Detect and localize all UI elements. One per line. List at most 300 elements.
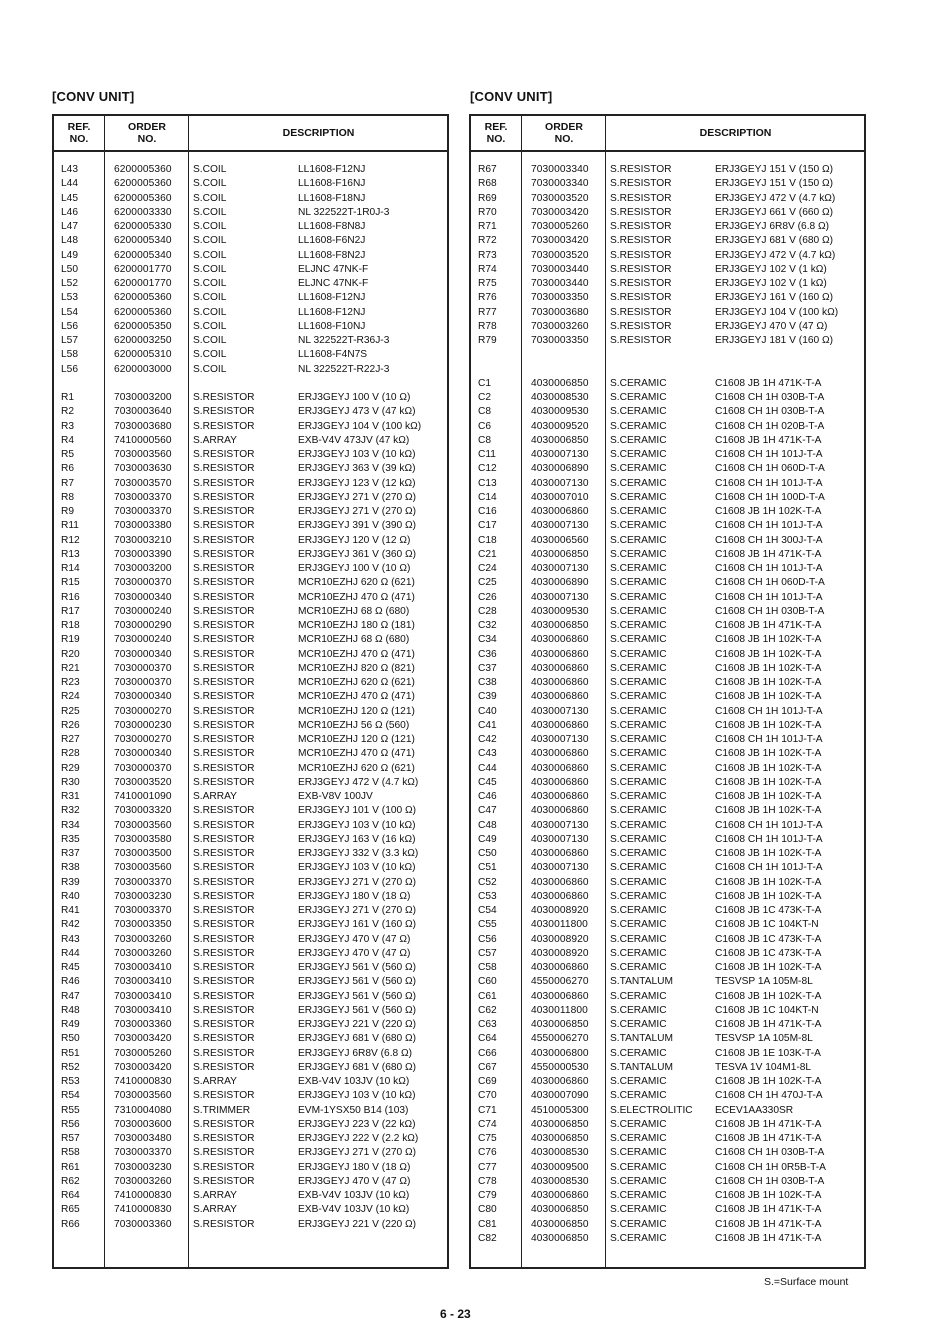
table-row [54,804,447,818]
table-row [54,291,447,305]
ref-no-cell: C28 [478,605,497,617]
part-number-cell: ERJ3GEYJ 103 V (10 kΩ) [298,819,416,831]
description-header: DESCRIPTION [282,127,355,139]
order-no-cell: 4030008530 [531,392,589,403]
part-number-cell: C1608 JB 1H 102K-T-A [715,677,822,688]
table-row [471,1132,864,1146]
order-no-cell: 7030003260 [531,320,589,332]
part-type-cell: S.RESISTOR [193,577,255,589]
table-row [471,1189,864,1203]
order-no-cell: 7030003410 [114,976,172,988]
part-number-cell: ERJ3GEYJ 151 V (150 Ω) [715,164,834,175]
order-no-cell: 7030000290 [114,620,172,631]
part-number-cell: TESVA 1V 104M1-8L [715,1061,812,1073]
part-number-cell: MCR10EZHJ 180 Ω (181) [298,620,415,631]
ref-no-cell: L53 [61,292,78,304]
table-row [54,334,447,348]
table-row [471,733,864,747]
table-row [471,405,864,419]
ref-no-cell: C70 [478,1090,497,1102]
part-type-cell: S.RESISTOR [193,463,255,475]
table-row [54,548,447,562]
ref-no-cell: L45 [61,192,78,204]
part-number-cell: ERJ3GEYJ 100 V (10 Ω) [298,392,411,403]
table-row [471,192,864,206]
order-no-cell: 4030007130 [531,520,589,532]
part-number-cell: C1608 JB 1H 102K-T-A [715,662,822,674]
order-no-cell: 7030003380 [114,520,172,532]
order-no-cell: 4030006850 [531,620,589,631]
order-no-cell: 6200001770 [114,263,172,275]
table-row [471,277,864,291]
table-row [471,1175,864,1189]
order-no-cell: 7030003520 [114,776,172,788]
part-number-cell: C1608 CH 1H 060D-T-A [715,577,825,589]
order-no-cell: 7030003370 [114,876,172,888]
table-row [471,975,864,989]
order-no-cell: 4030006850 [531,1232,589,1244]
ref-no-cell: R19 [61,634,80,646]
header-text: NO. [486,133,506,145]
ref-no-cell: C53 [478,890,497,902]
part-number-cell: ERJ3GEYJ 6R8V (6.8 Ω) [715,221,830,232]
table-row [471,1047,864,1061]
table-row [471,477,864,491]
table-row [471,861,864,875]
table-row [471,619,864,633]
part-type-cell: S.CERAMIC [610,748,667,760]
table-row [54,990,447,1004]
part-type-cell: S.COIL [193,178,227,190]
table-row [54,1189,447,1203]
ref-no-cell: R47 [61,990,80,1002]
part-number-cell: LL1608-F16NJ [298,178,366,190]
part-type-cell: S.CERAMIC [610,919,667,931]
part-number-cell: LL1608-F4N7S [298,349,368,361]
part-number-cell: ERJ3GEYJ 271 V (270 Ω) [298,491,417,503]
part-type-cell: S.CERAMIC [610,406,667,418]
ref-no-cell: R55 [61,1104,80,1116]
order-no-cell: 7410001090 [114,791,172,802]
part-number-cell: C1608 JB 1H 102K-T-A [715,1076,822,1087]
ref-no-cell: R41 [61,905,80,916]
part-number-cell: EXB-V4V 473JV (47 kΩ) [298,434,410,446]
part-type-cell: S.CERAMIC [610,563,667,574]
table-row [54,519,447,533]
table-row [54,377,447,391]
order-no-cell: 6200003000 [114,363,172,375]
ref-no-cell: C71 [478,1104,497,1116]
part-type-cell: S.RESISTOR [193,848,255,859]
part-type-cell: S.RESISTOR [193,919,255,931]
order-no-cell: 7030003340 [531,164,589,175]
part-number-cell: C1608 CH 1H 101J-T-A [715,591,823,603]
order-no-cell: 7410000560 [114,434,172,446]
description-header: DESCRIPTION [699,127,772,139]
table-body [471,163,864,1246]
table-row [471,933,864,947]
part-type-cell: S.RESISTOR [193,1147,255,1159]
ref-no-cell: C8 [478,406,492,418]
ref-no-cell: L43 [61,164,78,175]
part-type-cell: S.ELECTROLITIC [610,1104,693,1116]
part-number-cell: ERJ3GEYJ 472 V (4.7 kΩ) [715,249,836,261]
part-type-cell: S.RESISTOR [610,206,672,218]
ref-no-cell: R74 [478,263,497,275]
order-no-cell: 7030000240 [114,605,172,617]
part-type-cell: S.RESISTOR [193,705,255,717]
order-no-cell: 7030000340 [114,648,172,660]
part-type-cell: S.COIL [193,320,227,332]
table-row [471,391,864,405]
part-number-cell: ERJ3GEYJ 100 V (10 Ω) [298,563,411,574]
part-type-cell: S.CERAMIC [610,791,667,802]
ref-no-header [54,116,104,150]
table-row [54,1089,447,1103]
ref-no-cell: R9 [61,506,75,517]
ref-no-cell: C47 [478,805,497,817]
order-no-cell: 7030003340 [531,178,589,190]
part-type-cell: S.CERAMIC [610,1232,667,1244]
table-row [54,1004,447,1018]
table-row [54,363,447,377]
part-number-cell: ERJ3GEYJ 103 V (10 kΩ) [298,862,416,874]
table-row [54,576,447,590]
ref-no-cell: L56 [61,320,78,332]
order-no-cell: 7030000370 [114,662,172,674]
part-number-cell: C1608 JB 1C 473K-T-A [715,933,822,945]
ref-no-cell: R42 [61,919,80,931]
header-text: NO. [137,133,157,145]
part-type-cell: S.CERAMIC [610,677,667,688]
order-no-cell: 7030003560 [114,862,172,874]
order-no-cell: 6200005360 [114,306,172,318]
order-no-cell: 7030003520 [531,192,589,204]
part-type-cell: S.CERAMIC [610,1175,667,1187]
table-row [54,306,447,320]
part-number-cell: ERJ3GEYJ 473 V (47 kΩ) [298,406,416,418]
order-no-cell: 4030007130 [531,833,589,845]
part-type-cell: S.RESISTOR [193,947,255,959]
part-type-cell: S.RESISTOR [193,805,255,817]
part-number-cell: MCR10EZHJ 120 Ω (121) [298,705,415,717]
part-number-cell: LL1608-F12NJ [298,292,366,304]
ref-no-cell: L48 [61,235,78,247]
order-no-cell: 4030006850 [531,434,589,446]
part-number-cell: MCR10EZHJ 470 Ω (471) [298,648,415,660]
part-number-cell: TESVSP 1A 105M-8L [715,976,813,988]
ref-no-cell: R32 [61,805,80,817]
part-number-cell: MCR10EZHJ 470 Ω (471) [298,691,415,703]
part-number-cell: ERJ3GEYJ 391 V (390 Ω) [298,520,417,532]
ref-no-cell: L50 [61,263,78,275]
part-type-cell: S.RESISTOR [193,591,255,603]
order-no-cell: 6200005340 [114,235,172,247]
ref-no-cell: C24 [478,563,497,574]
ref-no-cell: L54 [61,306,78,318]
ref-no-cell: R27 [61,734,80,745]
part-type-cell: S.RESISTOR [193,976,255,988]
order-no-cell: 4030006860 [531,719,589,731]
ref-no-cell: R70 [478,206,497,218]
order-no-cell: 7030003210 [114,534,172,546]
part-number-cell: LL1608-F12NJ [298,306,366,318]
order-no-cell: 4030006850 [531,1118,589,1130]
part-number-cell: ELJNC 47NK-F [298,278,369,289]
ref-no-cell: R73 [478,249,497,261]
ref-no-cell: C13 [478,477,497,489]
table-row [471,1218,864,1232]
header-text: REF. [67,121,91,133]
part-number-cell: C1608 JB 1H 471K-T-A [715,548,822,560]
part-type-cell: S.RESISTOR [193,1118,255,1130]
part-type-cell: S.RESISTOR [610,164,672,175]
order-no-cell: 7030000340 [114,591,172,603]
part-number-cell: NL 322522T-R36J-3 [298,335,390,346]
order-no-cell: 7030003370 [114,491,172,503]
table-row [54,904,447,918]
ref-no-cell: R53 [61,1076,80,1087]
table-row [54,662,447,676]
table-row [471,1075,864,1089]
ref-no-cell: R20 [61,648,80,660]
table-row [471,434,864,448]
part-type-cell: S.TANTALUM [610,976,674,988]
ref-no-cell: L44 [61,178,78,190]
table-row [54,648,447,662]
part-number-cell: C1608 JB 1C 104KT-N [715,919,819,931]
table-row [471,163,864,177]
order-no-cell: 7030003410 [114,962,172,973]
order-no-cell: 7030003200 [114,392,172,403]
part-type-cell: S.RESISTOR [610,235,672,247]
ref-no-cell: R52 [61,1061,80,1073]
part-type-cell: S.CERAMIC [610,833,667,845]
order-no-cell: 4030006860 [531,662,589,674]
part-number-cell: ERJ3GEYJ 104 V (100 kΩ) [298,420,422,432]
part-type-cell: S.CERAMIC [610,1147,667,1159]
ref-no-cell: R57 [61,1133,80,1144]
ref-no-cell: R68 [478,178,497,190]
part-number-cell: ELJNC 47NK-F [298,263,369,275]
table-row [54,1175,447,1189]
table-row [471,633,864,647]
order-no-cell: 7410000830 [114,1190,172,1201]
table-row [471,320,864,334]
table-row [471,1146,864,1160]
table-row [471,705,864,719]
table-row [471,1118,864,1132]
part-type-cell: S.CERAMIC [610,734,667,745]
ref-no-cell: R7 [61,477,75,489]
ref-no-cell: C79 [478,1190,497,1201]
table-row [54,263,447,277]
order-no-cell: 4030006890 [531,577,589,589]
part-number-cell: C1608 JB 1H 102K-T-A [715,848,822,859]
part-number-cell: ERJ3GEYJ 561 V (560 Ω) [298,976,417,988]
part-type-cell: S.RESISTOR [193,1033,255,1045]
part-number-cell: ERJ3GEYJ 472 V (4.7 kΩ) [715,192,836,204]
ref-no-cell: R16 [61,591,80,603]
part-type-cell: S.CERAMIC [610,876,667,888]
table-row [54,163,447,177]
part-type-cell: S.RESISTOR [193,933,255,945]
part-number-cell: MCR10EZHJ 68 Ω (680) [298,634,410,646]
order-no-cell: 7030000340 [114,748,172,760]
table-header [471,116,864,152]
ref-no-cell: R69 [478,192,497,204]
part-number-cell: C1608 CH 1H 100D-T-A [715,491,825,503]
order-no-cell: 4030008920 [531,905,589,916]
part-number-cell: C1608 JB 1H 471K-T-A [715,434,822,446]
part-number-cell: C1608 CH 1H 030B-T-A [715,1147,825,1159]
part-number-cell: C1608 JB 1H 102K-T-A [715,791,822,802]
part-number-cell: EXB-V4V 103JV (10 kΩ) [298,1076,410,1087]
part-number-cell: C1608 JB 1C 473K-T-A [715,947,822,959]
table-row [54,833,447,847]
part-type-cell: S.CERAMIC [610,719,667,731]
part-number-cell: ERJ3GEYJ 223 V (22 kΩ) [298,1118,416,1130]
part-number-cell: ERJ3GEYJ 470 V (47 Ω) [298,947,411,959]
part-number-cell: ERJ3GEYJ 221 V (220 Ω) [298,1218,417,1230]
order-no-cell: 7030003360 [114,1218,172,1230]
table-row [54,1203,447,1217]
ref-no-cell: C63 [478,1019,497,1030]
part-number-cell: C1608 CH 1H 101J-T-A [715,734,823,745]
ref-no-cell: C61 [478,990,497,1002]
table-row [471,177,864,191]
order-no-cell: 6200005360 [114,192,172,204]
part-type-cell: S.CERAMIC [610,1047,667,1059]
order-no-cell: 7030000370 [114,762,172,774]
ref-no-cell: R67 [478,164,497,175]
part-type-cell: S.RESISTOR [610,335,672,346]
part-type-cell: S.CERAMIC [610,905,667,916]
part-type-cell: S.CERAMIC [610,1090,667,1102]
table-row [471,562,864,576]
part-type-cell: S.RESISTOR [610,320,672,332]
order-no-cell: 7030003230 [114,890,172,902]
part-type-cell: S.CERAMIC [610,1218,667,1230]
part-type-cell: S.RESISTOR [610,192,672,204]
part-number-cell: ERJ3GEYJ 102 V (1 kΩ) [715,263,827,275]
order-no-cell: 4030006850 [531,1204,589,1216]
order-no-cell: 4030006860 [531,762,589,774]
part-type-cell: S.RESISTOR [610,292,672,304]
table-row [54,320,447,334]
order-no-cell: 7030005260 [531,221,589,232]
ref-no-cell: R66 [61,1218,80,1230]
part-number-cell: C1608 CH 1H 101J-T-A [715,449,823,460]
table-row [54,1132,447,1146]
section-title-left: [CONV UNIT] [52,89,135,104]
order-no-cell: 6200001770 [114,278,172,289]
part-type-cell: S.RESISTOR [193,1004,255,1016]
order-no-cell: 4030007130 [531,705,589,717]
order-no-cell: 7030003360 [114,1019,172,1030]
part-type-cell: S.RESISTOR [193,563,255,574]
table-row [471,263,864,277]
ref-no-cell: L46 [61,206,78,218]
table-row [54,1104,447,1118]
order-no-cell: 7030003260 [114,933,172,945]
part-number-cell: ERJ3GEYJ 332 V (3.3 kΩ) [298,848,419,859]
order-no-cell: 4030006860 [531,962,589,973]
table-row [471,220,864,234]
part-type-cell: S.COIL [193,235,227,247]
part-type-cell: S.CERAMIC [610,819,667,831]
part-number-cell: C1608 CH 1H 101J-T-A [715,477,823,489]
part-number-cell: C1608 JB 1H 471K-T-A [715,1204,822,1216]
order-no-cell: 7030003390 [114,548,172,560]
table-row [471,306,864,320]
part-number-cell: TESVSP 1A 105M-8L [715,1033,813,1045]
table-row [471,491,864,505]
order-no-cell: 4030006850 [531,1133,589,1144]
table-row [471,890,864,904]
ref-no-cell: R8 [61,491,75,503]
part-number-cell: ERJ3GEYJ 103 V (10 kΩ) [298,1090,416,1102]
table-row [54,633,447,647]
ref-no-cell: C39 [478,691,497,703]
order-no-cell: 4030006890 [531,463,589,475]
part-number-cell: C1608 JB 1H 471K-T-A [715,620,822,631]
part-type-cell: S.RESISTOR [610,306,672,318]
part-type-cell: S.RESISTOR [193,833,255,845]
part-number-cell: ERJ3GEYJ 271 V (270 Ω) [298,506,417,517]
part-type-cell: S.CERAMIC [610,434,667,446]
table-row [54,277,447,291]
table-row [471,348,864,362]
order-no-cell: 7410000830 [114,1204,172,1216]
ref-no-cell: C16 [478,506,497,517]
table-row [54,847,447,861]
ref-no-cell: C62 [478,1004,497,1016]
part-number-cell: ERJ3GEYJ 123 V (12 kΩ) [298,477,416,489]
table-row [471,690,864,704]
ref-no-cell: C77 [478,1161,497,1173]
part-number-cell: ERJ3GEYJ 222 V (2.2 kΩ) [298,1133,419,1144]
ref-no-cell: C74 [478,1118,497,1130]
part-number-cell: ERJ3GEYJ 361 V (360 Ω) [298,548,417,560]
order-no-cell: 6200003330 [114,206,172,218]
ref-no-cell: C43 [478,748,497,760]
table-row [471,804,864,818]
ref-no-cell: C60 [478,976,497,988]
ref-no-cell: R11 [61,520,79,532]
part-type-cell: S.RESISTOR [193,990,255,1002]
table-row [54,391,447,405]
part-number-cell: C1608 JB 1H 102K-T-A [715,506,822,517]
order-no-cell: 7030003370 [114,905,172,916]
ref-no-cell: C78 [478,1175,497,1187]
order-no-cell: 7030003420 [531,206,589,218]
table-row [471,904,864,918]
parts-table-left [52,114,449,1269]
ref-no-cell: C34 [478,634,497,646]
order-no-cell: 7030003520 [531,249,589,261]
table-row [471,519,864,533]
part-number-cell: MCR10EZHJ 56 Ω (560) [298,719,410,731]
ref-no-cell: C17 [478,520,497,532]
part-type-cell: S.RESISTOR [193,1161,255,1173]
order-no-cell: 4030006850 [531,1218,589,1230]
table-row [471,747,864,761]
footnote: S.=Surface mount [764,1276,849,1288]
part-type-cell: S.COIL [193,206,227,218]
order-no-cell: 7030003420 [114,1033,172,1045]
part-type-cell: S.RESISTOR [193,862,255,874]
